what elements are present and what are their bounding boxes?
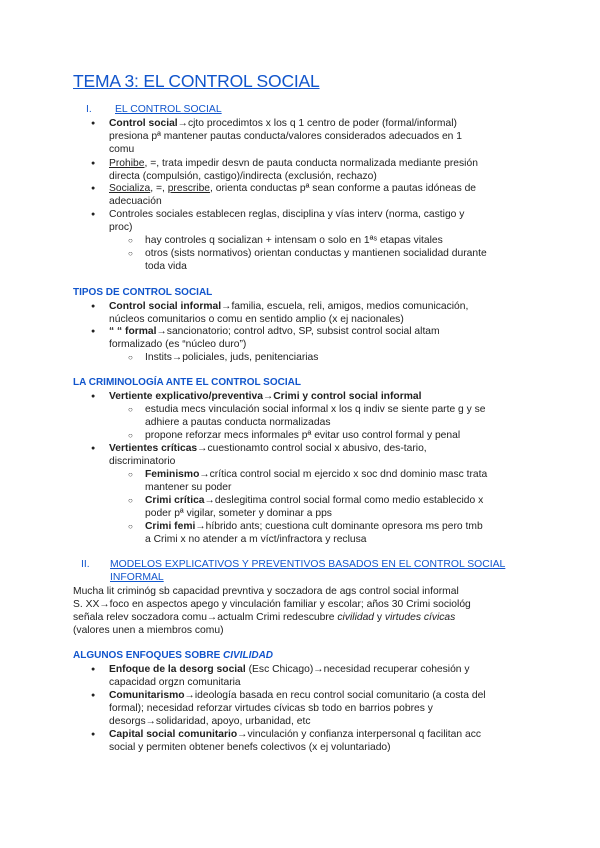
text: →sancionatorio; control adtvo, SP, subsist control social altam: [156, 326, 440, 337]
text: →híbrido ants; cuestiona cult dominante opresora ms pero tmb: [195, 521, 483, 532]
text: virtudes cívicas: [384, 612, 456, 623]
sub-list-item: [145, 494, 483, 507]
term: “ “ formal: [109, 326, 157, 337]
list-item: [109, 157, 478, 170]
text-line: comu: [109, 144, 135, 155]
section-2-heading: [81, 559, 505, 570]
term: Crimi femi: [145, 521, 196, 532]
sub-list-item: ○ estudia mecs vinculación social informal x los q indiv se siente parte g y se: [145, 403, 486, 416]
text-line: directa (compulsión, castigo)/indirecta (exclusión, rechazo): [109, 171, 377, 182]
sub-list-item: ○ hay controles q socializan + intensam o solo en 1ªˢ etapas vitales: [145, 234, 443, 247]
text: →cjto procedimtos x los q 1 centro de poder (formal/informal): [177, 118, 457, 129]
text-line: capacidad orgzn comunitaria: [109, 677, 241, 688]
term: Control social: [109, 118, 178, 129]
term: Control social informal: [109, 301, 222, 312]
paragraph-line: Mucha lit criminóg sb capacidad prevntiva y soczadora de ags control social informal: [73, 586, 459, 597]
sub-list-item: ○ otros (sists normativos) orientan conductas y mantienen socialidad durante: [145, 247, 487, 260]
section-number: II.: [81, 559, 90, 570]
text: CIVILIDAD: [223, 650, 274, 661]
subheading: [73, 650, 273, 661]
sub-list-item: ○ propone reforzar mecs informales pª evitar uso control formal y penal: [145, 429, 460, 442]
list-item: [109, 689, 486, 702]
paragraph-line: [73, 611, 455, 624]
section-2-heading-cont: [110, 572, 164, 583]
list-item: [109, 442, 427, 455]
term: Prohibe: [109, 158, 145, 169]
text-line: toda vida: [145, 261, 187, 272]
text: señala relev soczadora comu→actualm Crimi redescubre: [73, 612, 338, 623]
subheading: TIPOS DE CONTROL SOCIAL: [73, 287, 213, 298]
list-item: [109, 182, 476, 195]
text-line: desorgs→solidaridad, apoyo, urbanidad, etc: [109, 716, 311, 727]
sub-list-item: [145, 520, 483, 533]
text: ALGUNOS ENFOQUES SOBRE: [73, 650, 224, 661]
section-title: EL CONTROL SOCIAL: [115, 104, 222, 115]
term: Enfoque de la desorg social: [109, 664, 246, 675]
term: Comunitarismo: [109, 690, 185, 701]
text-line: formalizado (es “núcleo duro”): [109, 339, 247, 350]
text-line: núcleos comunitarios o comu en sentido amplio (x ej nacionales): [109, 314, 404, 325]
text: y: [374, 612, 385, 623]
document-title: TEMA 3: EL CONTROL SOCIAL: [73, 71, 320, 91]
list-item: [109, 325, 440, 338]
section-title: INFORMAL: [110, 572, 164, 583]
text: (Esc Chicago)→necesidad recuperar cohesión y: [245, 664, 470, 675]
paragraph-line: (valores unen a miembros comu): [73, 625, 224, 636]
term: Socializa: [109, 183, 151, 194]
text: →cuestionamto control social x abusivo, des-tario,: [197, 443, 427, 454]
text-line: formal); necesidad reforzar virtudes cívicas sb todo en barrios pobres y: [109, 703, 433, 714]
subheading: LA CRIMINOLOGÍA ANTE EL CONTROL SOCIAL: [73, 377, 301, 388]
text: , =, trata impedir desvn de pauta conducta normalizada mediante presión: [144, 158, 478, 169]
text: →deslegitima control social formal como medio establecido x: [204, 495, 484, 506]
term: Feminismo: [145, 469, 200, 480]
list-item: [109, 663, 470, 676]
text: , orienta conductas pª sean conforme a pautas idóneas de: [210, 183, 477, 194]
section-1-heading: [86, 104, 222, 115]
list-item: [109, 728, 481, 741]
term: prescribe: [167, 183, 211, 194]
text-line: adhiere a pautas conducta normalizadas: [145, 417, 331, 428]
sub-list-item: ○ Instits→policiales, juds, penitenciarias: [145, 351, 318, 364]
text: →vinculación y confianza interpersonal q facilitan acc: [237, 729, 481, 740]
text-line: poder pª vigilar, someter y dominar a pps: [145, 508, 332, 519]
text: →ideología basada en recu control social comunitario (a costa del: [184, 690, 486, 701]
term: Vertientes críticas: [109, 443, 198, 454]
list-item: ● Controles sociales establecen reglas, disciplina y vías interv (norma, castigo y: [109, 208, 464, 221]
text: →crítica control social m ejercido x soc dnd dominio masc trata: [199, 469, 488, 480]
section-number: I.: [86, 104, 92, 115]
text-line: social y permiten obtener benefs colectivos (x ej voluntariado): [109, 742, 391, 753]
text-line: a Crimi x no atender a m víct/infractora y reclusa: [145, 534, 367, 545]
text-line: adecuación: [109, 196, 162, 207]
text-line: mantener su poder: [145, 482, 232, 493]
text: , =,: [150, 183, 168, 194]
section-title: MODELOS EXPLICATIVOS Y PREVENTIVOS BASADOS EN EL CONTROL SOCIAL: [110, 559, 506, 570]
list-item: [109, 117, 457, 130]
text: civilidad: [337, 612, 375, 623]
text-line: discriminatorio: [109, 456, 176, 467]
list-item: [109, 300, 468, 313]
text-line: presiona pª mantener pautas conducta/valores considerados adecuados en 1: [109, 131, 462, 142]
text-line: proc): [109, 222, 133, 233]
sub-list-item: [145, 468, 487, 481]
term: Crimi crítica: [145, 495, 205, 506]
paragraph-line: S. XX→foco en aspectos apego y vinculación familiar y escolar; años 30 Crimi sociológ: [73, 599, 471, 610]
term: Capital social comunitario: [109, 729, 238, 740]
text: →familia, escuela, reli, amigos, medios comunicación,: [221, 301, 469, 312]
list-item: ● Vertiente explicativo/preventiva→Crimi y control social informal: [109, 390, 421, 403]
